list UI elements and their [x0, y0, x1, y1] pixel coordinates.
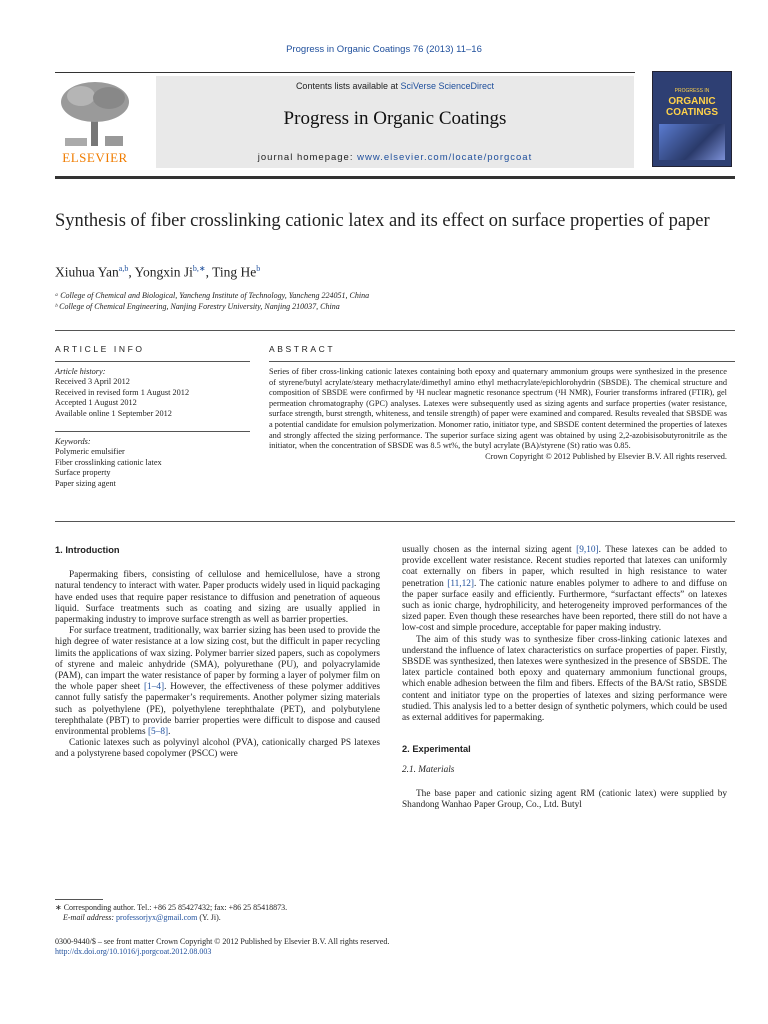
author-affil-mark[interactable]: a,b — [118, 264, 129, 273]
left-column — [55, 545, 380, 761]
homepage-link[interactable]: www.elsevier.com/locate/porgcoat — [357, 152, 533, 163]
keywords-rule — [55, 431, 250, 432]
journal-homepage: journal homepage: www.elsevier.com/locate/porgcoat — [257, 152, 533, 163]
sciencedirect-link[interactable]: SciVerse ScienceDirect — [400, 81, 495, 91]
history-item: Available online 1 September 2012 — [55, 408, 172, 418]
cover-title: ORGANIC COATINGS — [665, 96, 719, 118]
abstract-rule — [269, 361, 735, 362]
abstract-text — [269, 367, 727, 462]
article-info-heading: ARTICLE INFO — [55, 344, 145, 354]
paragraph: For surface treatment, traditionally, wax barrier sizing has been used to provide the high degree of water resistance at a low sizing cost, but the difficult in paper recycling limits the applications of wax sizing. Polymer barrier sized papers, such as copolymers of styrene and maleic anhydride (SMA), polyurethane (PU), and polyacrylamide (PAM), can impart the water resistance of paper by forming a layer of polymer film on the whole paper sheet [1–4]. However, the effectiveness of these polymer additives cannot fully satisfy the papermaker’s requirements. Another polymer sizing materials such as polyethylene (PE), polyethylene terephthalate (PET), and polybutylene terephthalate (PBT) to provide barrier properties were difficult to dispose and caused environmental problems [5–8]. — [55, 626, 381, 738]
abstract-body: Series of fiber cross-linking cationic latexes containing both epoxy and quaternary ammonium groups were synthesized in the presence of styrene/butyl acrylate/steary methacrylate/dimethyl amino ethyl methacrylate/epichlorohydrin (SBSDE). The chemical structure and composition of SBSDE were confirmed by ¹H nuclear magnetic resonance spectrum (¹H NMR), Fourier transforms infrared (FTIR), gel permeation chromatography (GPC) analyses. Latexes were subsequently used as sizing agents and surface properties (water resistance, surface strength, burst strength, whiteness, and tensile strength) of paper were examined and compared. Results revealed that SBSDE was a potential candidate for emulsion polymerization. Monomer ratio, initiator type, and SBSDE content determined the properties of latexes and strongly affected the sizing performance. The superior surface sizing agent was obtained by using 2,2-azobisisobutyronitrile as the initiator, when the concentration of SBSDE was 8.5 wt%, the butyl acrylate (BA)/styrene (St) ratio was 0.85. — [269, 367, 727, 451]
article-info-rule — [55, 361, 250, 362]
paragraph: The aim of this study was to synthesize fiber cross-linking cationic latexes and understand the influence of latex characteristics on surface properties of paper. Firstly, SBSDE was synthesized, then latexes were synthesized in the presence of SBSDE. The latex particle contained both epoxy and quaternary ammonium functional groups, which enable adhesion between the film and fibers. Effects of the BA/St ratio, SBSDE content and initiator type on the properties of latexes and sizing performance were studied. This analysis led to a better design of synthetic polymers, which could be used as external additives for papermaking. — [402, 634, 727, 724]
journal-name: Progress in Organic Coatings — [283, 108, 507, 129]
citation-link[interactable]: [9,10] — [576, 545, 599, 555]
author-list: Xiuhua Yan$^{a,b}$, Yongxin $Ji^{b,∗}$, Ting He$^b$ — [55, 264, 261, 280]
paragraph: Cationic latexes such as polyvinyl alcohol (PVA), cationically charged PS latexes and a polystyrene based copolymer (PSCC) were — [55, 738, 380, 760]
section-divider — [55, 330, 735, 331]
paragraph: usually chosen as the internal sizing agent [9,10]. These latexes can be added to provide excellent water resistance. Recent studies reported that latexes can uniformly coat externally on fibers in paper, which resulted in high resistance to water penetration [11,12]. The cationic nature enables polymer to adhere to and diffuse on the paper surface easily and efficiently. Furthermore, “surfactant effects” on latexes such as ionic charge, hydrophilicity, and heterogeneity improved performances of the sized paper. Even though these researches have been reported, there still do not have a low-cost and simple procedure, acceptable for paper making industry. — [402, 545, 728, 634]
keyword: Fiber crosslinking cationic latex — [55, 457, 162, 467]
journal-citation-link[interactable]: Progress in Organic Coatings 76 (2013) 11–16 — [286, 44, 482, 55]
keyword: Polymeric emulsifier — [55, 447, 125, 457]
keyword: Surface property — [55, 468, 111, 478]
section-heading: 1. Introduction — [55, 545, 120, 555]
header-top-rule — [55, 72, 635, 73]
contents-line: Contents lists available at SciVerse ScienceDirect — [295, 81, 495, 91]
author-name[interactable]: Xiuhua Yan — [55, 264, 119, 280]
author-affil-mark[interactable]: b,∗ — [192, 264, 206, 273]
citation-link[interactable]: [5–8] — [147, 727, 169, 738]
article-history — [55, 367, 250, 419]
paragraph: Papermaking fibers, consisting of cellulose and hemicellulose, have a strong natural tendency to interact with water. Paper products widely used in liquid packaging have ended uses that require paper resistance to diffusion and penetration of aqueous liquid. Surface treatments such as coating and sizing are usually applied in papermaking industry to improve surface strength as well as barrier properties. — [55, 570, 380, 626]
history-item: Received 3 April 2012 — [55, 377, 130, 387]
article-title: Synthesis of fiber crosslinking cationic latex and its effect on surface properties of paper — [55, 211, 710, 231]
issn-doi — [55, 937, 389, 957]
author-name[interactable]: Ting He — [212, 264, 257, 280]
footnote-rule — [55, 899, 103, 900]
cover-artwork — [659, 124, 725, 160]
affiliation: ᵇ College of Chemical Engineering, Nanjing Forestry University, Nanjing 210037, China — [55, 302, 340, 311]
corresponding-author: ∗ Corresponding author. Tel.: +86 25 85427432; fax: +86 25 85418873. — [55, 903, 288, 912]
right-column — [402, 545, 727, 811]
history-label: Article history: — [55, 367, 106, 376]
header-bottom-rule — [55, 176, 735, 179]
keywords-label: Keywords: — [55, 437, 91, 446]
citation-link[interactable]: [11,12] — [447, 578, 474, 589]
journal-cover-image — [652, 71, 732, 167]
citation-link[interactable]: [1–4] — [143, 682, 165, 693]
corresponding-footnote — [55, 903, 390, 923]
cover-small-text: PROGRESS IN — [674, 88, 710, 94]
affiliation: ᵃ College of Chemical and Biological, Yancheng Institute of Technology, Yancheng 224051, China — [55, 291, 370, 300]
subsection-heading: 2.1. Materials — [402, 765, 455, 776]
keyword: Paper sizing agent — [55, 478, 116, 488]
section-heading: 2. Experimental — [402, 744, 471, 755]
paragraph: The base paper and cationic sizing agent RM (cationic latex) were supplied by Shandong Wanhao Paper Group, Co., Ltd. Butyl — [402, 788, 727, 810]
email-link[interactable]: professorjyx@gmail.com — [116, 913, 198, 922]
issn-line: 0300-9440/$ – see front matter Crown Copyright © 2012 Published by Elsevier B.V. All rights reserved. — [55, 937, 390, 946]
author-affil-mark[interactable]: b — [256, 264, 261, 273]
keywords — [55, 437, 250, 489]
abstract-heading: ABSTRACT — [269, 344, 336, 354]
email-line: E-mail address: professorjyx@gmail.com (Y. Ji). — [63, 913, 221, 922]
elsevier-wordmark: ELSEVIER — [62, 150, 128, 165]
abstract-copyright: Crown Copyright © 2012 Published by Elsevier B.V. All rights reserved. — [485, 451, 727, 461]
history-item: Received in revised form 1 August 2012 — [55, 387, 190, 397]
history-item: Accepted 1 August 2012 — [55, 398, 137, 408]
section-divider — [55, 521, 735, 522]
doi-link[interactable]: http://dx.doi.org/10.1016/j.porgcoat.2012.08.003 — [55, 947, 212, 956]
author-name[interactable]: Yongxin Ji — [134, 264, 193, 280]
